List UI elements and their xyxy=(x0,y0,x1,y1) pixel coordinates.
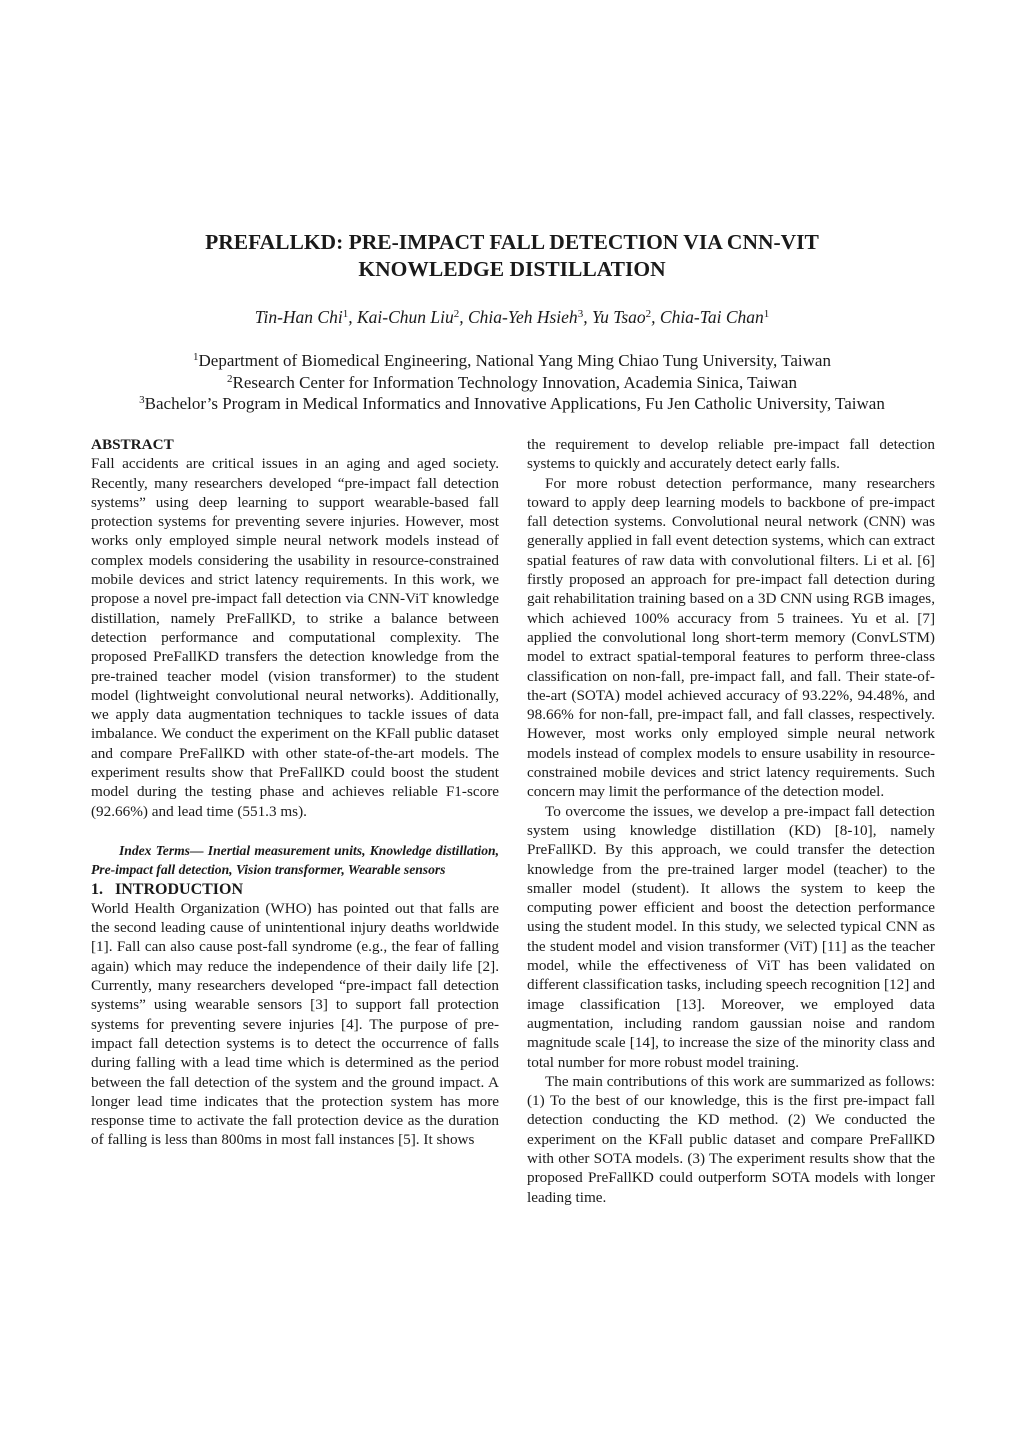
affiliation-mark: 1 xyxy=(193,351,199,363)
author-name: Kai-Chun Liu xyxy=(356,307,454,327)
author-affiliation-mark: 3 xyxy=(577,308,584,320)
affiliation xyxy=(60,393,964,415)
intro-paragraph-1: World Health Organization (WHO) has pointed out that falls are the second leading cause of unintentional injury deaths worldwide [1]. Fall can also cause post-fall syndrome (e.g., the fear of falling again) which may reduce the independence of their daily life [2]. Currently, many researchers developed “pre-impact fall detection systems” using wearable sensors [3] to support fall protection systems for preventing severe injuries [4]. The purpose of pre-impact fall detection systems is to detect the occurrence of falls during falling with a lead time which is determined as the period between the fall detection of the system and the ground impact. A longer lead time indicates that the protection system has more response time to activate the fall protection device as the duration of falling is less than 800ms in most fall instances [5]. It shows xyxy=(91,899,499,1149)
author-separator: , xyxy=(348,307,357,327)
affiliation-list xyxy=(60,350,964,415)
affiliation-text: Research Center for Information Technology Innovation, Academia Sinica, Taiwan xyxy=(232,372,797,392)
author-separator: , xyxy=(459,307,468,327)
abstract-heading: ABSTRACT xyxy=(91,436,174,453)
affiliation-mark: 3 xyxy=(139,394,145,406)
affiliation-text: Department of Biomedical Engineering, National Yang Ming Chiao Tung University, Taiwan xyxy=(198,351,831,370)
author-affiliation-mark: 2 xyxy=(645,308,652,320)
abstract-text: Fall accidents are critical issues in an aging and aged society. Recently, many researchers developed “pre-impact fall detection systems” using deep learning to support wearable-based fall protection systems for preventing severe injuries. However, most works only employed simple neural network models instead of complex models considering the usability in resource-constrained mobile devices and strict latency requirements. In this work, we propose a novel pre-impact fall detection via CNN-ViT knowledge distillation, namely PreFallKD, to strike a balance between detection performance and computational complexity. The proposed PreFallKD transfers the detection knowledge from the pre-trained teacher model (vision transformer) to the student model (lightweight convolutional neural networks). Additionally, we apply data augmentation techniques to tackle issues of data imbalance. We conduct the experiment on the KFall public dataset and compare PreFallKD with other state-of-the-art models. The experiment results show that PreFallKD could boost the student model during the testing phase and achieves reliable F1-score (92.66%) and lead time (551.3 ms). xyxy=(91,455,499,820)
affiliation xyxy=(60,372,964,394)
author-list xyxy=(80,305,944,329)
right-column xyxy=(527,435,935,1207)
author-name: Yu Tsao xyxy=(591,307,646,327)
author-separator: , xyxy=(651,307,660,327)
affiliation xyxy=(60,350,964,372)
author-separator: , xyxy=(583,307,592,327)
author-name: Chia-Tai Chan xyxy=(659,307,764,327)
author-affiliation-mark: 1 xyxy=(763,308,770,320)
title-line-2: KNOWLEDGE DISTILLATION xyxy=(358,257,666,281)
affiliation-text: Bachelor’s Program in Medical Informatics and Innovative Applications, Fu Jen Catholic University, Taiwan xyxy=(144,394,885,413)
intro-paragraph-4: The main contributions of this work are summarized as follows: (1) To the best of our knowledge, this is the first pre-impact fall detection conducting the KD method. (2) We conducted the experiment on the KFall public dataset and compare PreFallKD with other SOTA models. (3) The experiment results show that the proposed PreFallKD could outperform SOTA models with longer leading time. xyxy=(527,1072,935,1206)
author-affiliation-mark: 1 xyxy=(342,308,349,320)
author-name: Chia-Yeh Hsieh xyxy=(467,307,578,327)
intro-paragraph-2: For more robust detection performance, many researchers toward to apply deep learning models to backbone of pre-impact fall detection systems. Convolutional neural network (CNN) was generally applied in fall event detection systems, which can extract spatial features of raw data with convolutional filters. Li et al. [6] firstly proposed an approach for pre-impact fall detection during gait rehabilitation training based on a 3D CNN using RGB images, which achieved 100% accuracy from 5 trainees. Yu et al. [7] applied the convolutional long short-term memory (ConvLSTM) model to extract spatial-temporal features to perform three-class classification on non-fall, pre-impact fall, and fall. Their state-of-the-art (SOTA) model achieved accuracy of 93.22%, 94.48%, and 98.66% for non-fall, pre-impact fall, and fall classes, respectively. However, most works only employed simple neural network models instead of complex models to ensure usability in resource-constrained mobile devices and strict latency requirements. Such concern may limit the performance of the detection model. xyxy=(527,474,935,801)
section-heading xyxy=(91,880,499,899)
intro-paragraph-3: To overcome the issues, we develop a pre-impact fall detection system using knowledge distillation (KD) [8-10], namely PreFallKD. By this approach, we could transfer the detection knowledge from the pre-trained larger model (teacher) to the smaller model (student). It allows the system to keep the computing power efficient and boost the detection performance using the student model. In this study, we selected typical CNN as the student model and vision transformer (ViT) [11] as the teacher model, while the effectiveness of ViT has been validated on different classification tasks, including speech recognition [12] and image classification [13]. Moreover, we employed data augmentation, including random gaussian noise and random magnitude scale [14], to increase the size of the minority class and total number for more robust model training. xyxy=(527,802,935,1071)
author-affiliation-mark: 2 xyxy=(453,308,460,320)
affiliation-mark: 2 xyxy=(227,372,233,385)
index-terms: Index Terms— Inertial measurement units, Knowledge distillation, Pre-impact fall detection, Vision transformer, Wearable sensors xyxy=(91,842,499,878)
section-number: 1. xyxy=(91,880,103,898)
section-title: INTRODUCTION xyxy=(115,880,244,898)
left-column xyxy=(91,435,499,1150)
author-name: Tin-Han Chi xyxy=(254,307,343,327)
intro-paragraph-1-continued: the requirement to develop reliable pre-impact fall detection systems to quickly and accurately detect early falls. xyxy=(527,436,935,473)
paper-title xyxy=(100,229,924,283)
title-line-1: PREFALLKD: PRE-IMPACT FALL DETECTION VIA CNN-VIT xyxy=(205,230,819,254)
